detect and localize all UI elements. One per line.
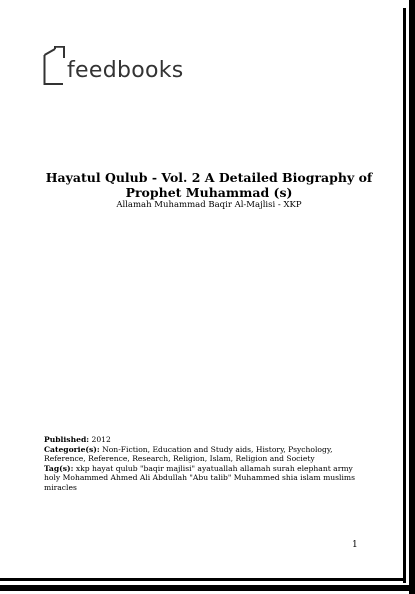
categories-value: Non-Fiction, Education and Study aids, History, Psychology, Reference, Reference, Research, Religion, Islam, Religion and Society bbox=[44, 444, 333, 464]
book-title: Hayatul Qulub - Vol. 2 A Detailed Biography of Prophet Muhammad (s) bbox=[45, 170, 373, 200]
tags-label: Tag(s): bbox=[44, 463, 74, 473]
tags-value: xkp hayat qulub "baqir majlisi" ayatuallah allamah surah elephant army holy Mohammed Ahmed Ali Abdullah "Abu talib" Muhammed shia islam muslims miracles bbox=[44, 463, 356, 492]
page-shadow-right-inner bbox=[403, 8, 406, 583]
logo-wordmark: feedbooks bbox=[67, 58, 184, 83]
page-shadow-right bbox=[409, 0, 415, 594]
page-shadow-bottom bbox=[0, 585, 415, 591]
published-line bbox=[44, 435, 362, 445]
page-number: 1 bbox=[352, 540, 358, 550]
published-value: 2012 bbox=[91, 435, 111, 444]
published-label: Published: bbox=[44, 435, 90, 444]
book-metadata bbox=[44, 435, 362, 493]
page-shadow-bottom-inner bbox=[0, 578, 406, 581]
categories-line bbox=[44, 445, 362, 464]
categories-label: Categorie(s): bbox=[44, 444, 100, 454]
book-author: Allamah Muhammad Baqir Al-Majlisi - XKP bbox=[116, 200, 302, 210]
feedbooks-logo bbox=[42, 44, 184, 86]
tags-line bbox=[44, 464, 362, 493]
feedbooks-logo-icon bbox=[42, 46, 66, 86]
